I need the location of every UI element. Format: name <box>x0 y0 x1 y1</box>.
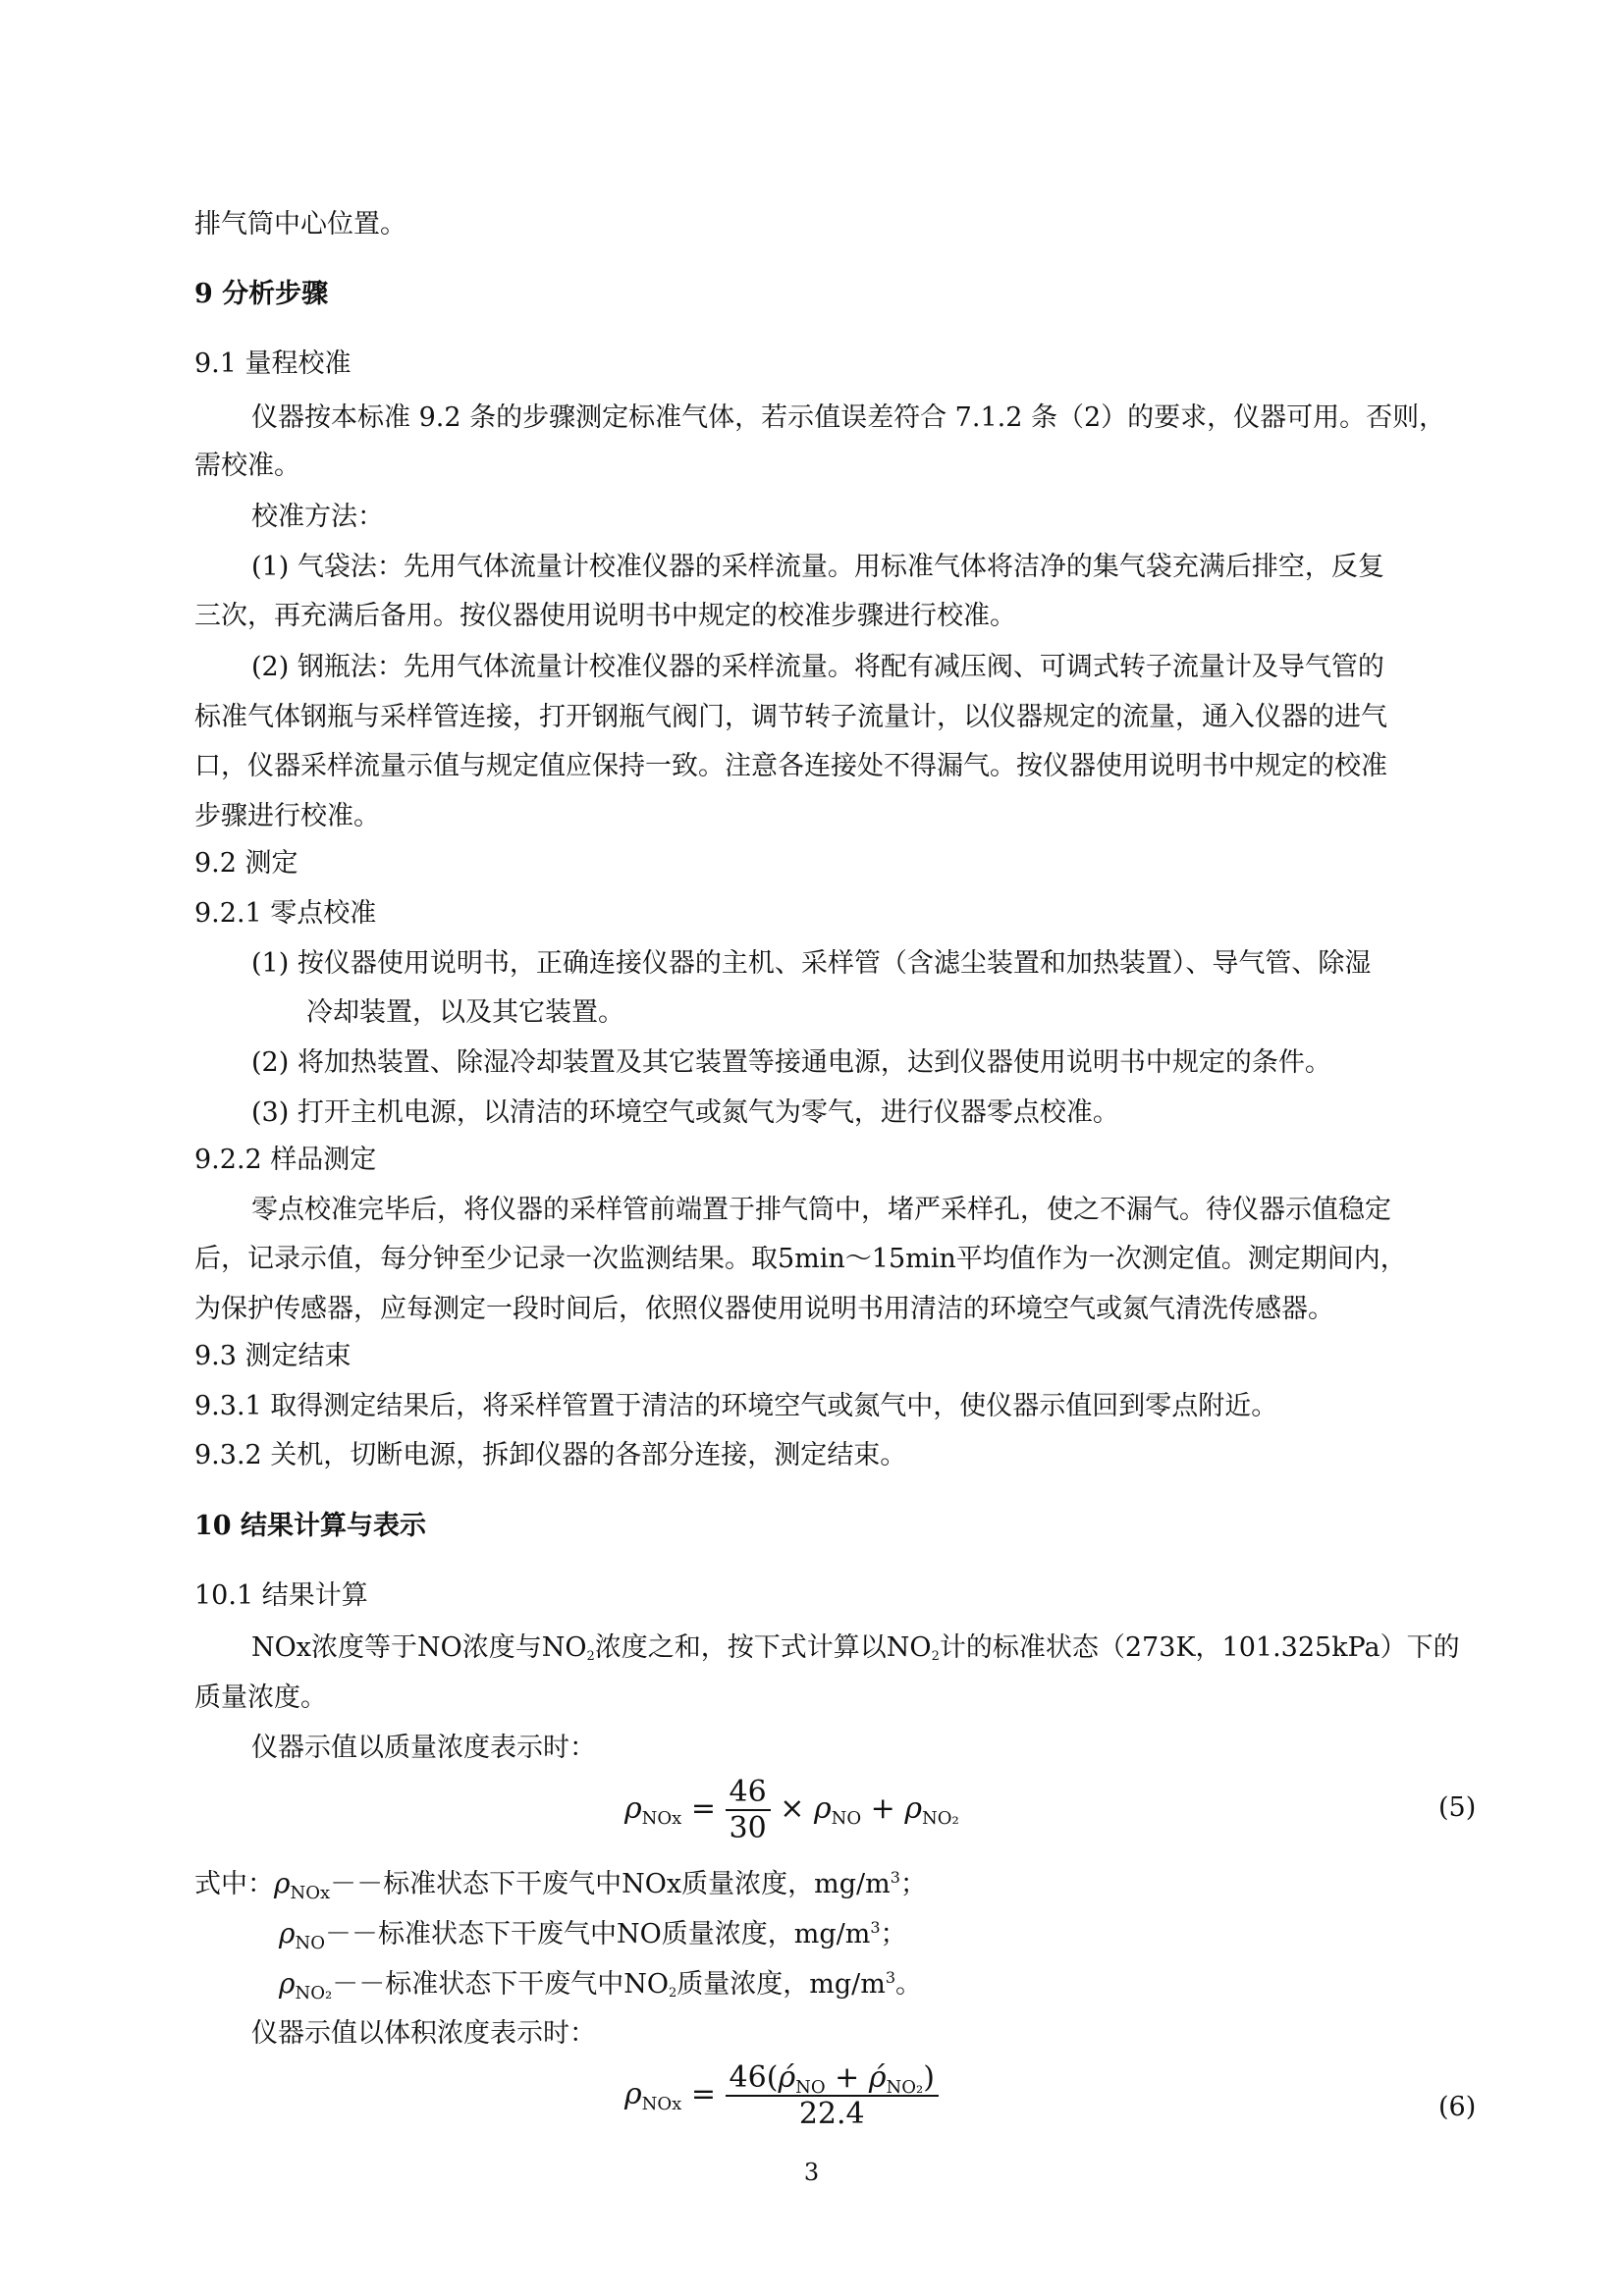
subscript: NOx <box>290 1883 331 1903</box>
paragraph-line: 排气筒中心位置。 <box>194 209 406 240</box>
rho-symbol: ρ <box>624 2077 642 2111</box>
definition-line <box>194 1862 927 1903</box>
subscript: NO₂ <box>922 1808 959 1829</box>
paragraph-line: 9.3.2 关机，切断电源，拆卸仪器的各部分连接，测定结束。 <box>194 1440 907 1470</box>
definition-text: －－标准状态下干废气中NO质量浓度，mg/m <box>324 1919 871 1949</box>
definition-line <box>279 1962 922 2001</box>
subscript: 2 <box>931 1649 940 1664</box>
numerator <box>726 2060 939 2098</box>
list-item-line: (3) 打开主机电源，以清洁的环境空气或氮气为零气，进行仪器零点校准。 <box>251 1097 1119 1128</box>
paragraph-line <box>251 1629 1460 1673</box>
rho-symbol: ρ <box>904 1791 922 1826</box>
subscript: NOx <box>641 2094 682 2114</box>
list-item-line: 三次，再充满后备用。按仪器使用说明书中规定的校准步骤进行校准。 <box>194 601 1016 631</box>
list-item-line: (2) 钢瓶法：先用气体流量计校准仪器的采样流量。将配有减压阀、可调式转子流量计及导气管的 <box>251 652 1384 682</box>
subsection-heading-9-2-1: 9.2.1 零点校准 <box>194 898 377 929</box>
paragraph-line: 质量浓度。 <box>194 1682 327 1713</box>
text-run: 计的标准状态（273K，101.325kPa）下的 <box>939 1632 1460 1663</box>
rho-symbol: ρ <box>813 1791 832 1826</box>
list-item-line: 冷却装置，以及其它装置。 <box>306 997 624 1028</box>
subsection-heading-9-2: 9.2 测定 <box>194 848 298 879</box>
equation-6 <box>624 2060 939 2131</box>
text-run: 浓度之和，按下式计算以NO <box>594 1632 932 1663</box>
definition-text: －－标准状态下干废气中NOx质量浓度，mg/m <box>330 1869 891 1899</box>
subsection-heading-9-2-2: 9.2.2 样品测定 <box>194 1145 377 1175</box>
subscript: 2 <box>586 1649 595 1664</box>
fraction <box>726 2060 939 2131</box>
paragraph-line: 零点校准完毕后，将仪器的采样管前端置于排气筒中，堵严采样孔，使之不漏气。待仪器示值稳定 <box>251 1195 1391 1225</box>
section-heading-10: 10 结果计算与表示 <box>194 1511 426 1541</box>
paragraph-line: 9.3.1 取得测定结果后，将采样管置于清洁的环境空气或氮气中，使仪器示值回到零点附近。 <box>194 1391 1278 1421</box>
punctuation: 。 <box>895 1969 923 2000</box>
subscript: NO <box>795 2077 826 2098</box>
superscript: 3 <box>870 1918 881 1937</box>
definition-lead: 式中： <box>194 1869 274 1899</box>
subscript: NO₂ <box>886 2077 924 2098</box>
fraction <box>726 1775 771 1845</box>
denominator: 30 <box>726 1809 771 1845</box>
list-item-line: (1) 按仪器使用说明书，正确连接仪器的主机、采样管（含滤尘装置和加热装置）、导气管、除湿 <box>251 948 1372 979</box>
text-run: NOx浓度等于NO浓度与NO <box>251 1632 587 1663</box>
rho-symbol: ρ́ <box>868 2060 887 2095</box>
paragraph-line: 为保护传感器，应每测定一段时间后，依照仪器使用说明书用清洁的环境空气或氮气清洗传感器。 <box>194 1294 1334 1324</box>
times-sign: × <box>780 1791 805 1826</box>
subscript: NO <box>295 1933 325 1953</box>
paragraph-line: 仪器示值以质量浓度表示时： <box>251 1733 596 1763</box>
coefficient: 46 <box>729 2060 767 2095</box>
list-item-line: 口，仪器采样流量示值与规定值应保持一致。注意各连接处不得漏气。按仪器使用说明书中规定的校准 <box>194 751 1387 781</box>
punctuation: ； <box>899 1869 927 1899</box>
subscript: NO₂ <box>295 1983 333 2003</box>
paragraph-line: 仪器按本标准 9.2 条的步骤测定标准气体，若示值误差符合 7.1.2 条（2）的要求，仪器可用。否则， <box>251 402 1446 433</box>
superscript: 3 <box>890 1868 900 1887</box>
rho-symbol: ρ <box>274 1867 291 1899</box>
numerator: 46 <box>729 1775 767 1809</box>
paren: ) <box>923 2060 935 2095</box>
superscript: 3 <box>885 1968 896 1987</box>
paragraph-line: 仪器示值以体积浓度表示时： <box>251 2018 596 2049</box>
equation-5 <box>624 1775 959 1845</box>
list-item-line: 步骤进行校准。 <box>194 801 380 831</box>
rho-symbol: ρ <box>279 1967 296 2000</box>
definition-text: －－标准状态下干废气中NO <box>332 1969 669 2000</box>
equals-sign: = <box>690 1791 716 1826</box>
list-item-line: (1) 气袋法：先用气体流量计校准仪器的采样流量。用标准气体将洁净的集气袋充满后排空，反复 <box>251 552 1384 582</box>
subscript: NO <box>831 1808 862 1829</box>
definition-text: 质量浓度，mg/m <box>676 1969 886 2000</box>
subsection-heading-9-1: 9.1 量程校准 <box>194 348 352 379</box>
subsection-heading-9-3: 9.3 测定结束 <box>194 1341 352 1371</box>
page-number: 3 <box>803 2159 820 2186</box>
punctuation: ； <box>880 1919 907 1949</box>
equals-sign: = <box>690 2077 716 2111</box>
rho-symbol: ρ <box>624 1791 642 1826</box>
list-item-line: 标准气体钢瓶与采样管连接，打开钢瓶气阀门，调节转子流量计，以仪器规定的流量，通入仪器的进气 <box>194 702 1387 732</box>
rho-symbol: ρ́ <box>778 2060 796 2095</box>
paragraph-line: 需校准。 <box>194 451 300 481</box>
subsection-heading-10-1: 10.1 结果计算 <box>194 1580 368 1611</box>
subscript: NOx <box>641 1808 682 1829</box>
definition-line <box>279 1912 907 1953</box>
paragraph-line: 后，记录示值，每分钟至少记录一次监测结果。取5min～15min平均值作为一次测定值。测定期间内， <box>194 1244 1407 1274</box>
list-item-line: (2) 将加热装置、除湿冷却装置及其它装置等接通电源，达到仪器使用说明书中规定的条件。 <box>251 1047 1331 1078</box>
subscript: 2 <box>668 1986 677 2001</box>
plus-sign: + <box>835 2060 860 2095</box>
paren: ( <box>766 2060 779 2095</box>
rho-symbol: ρ <box>279 1917 296 1949</box>
denominator: 22.4 <box>726 2095 939 2131</box>
section-heading-9: 9 分析步骤 <box>194 279 329 309</box>
plus-sign: + <box>870 1791 895 1826</box>
paragraph-line: 校准方法： <box>251 502 384 532</box>
equation-number: (6) <box>1438 2092 1477 2122</box>
equation-number: (5) <box>1438 1792 1477 1823</box>
